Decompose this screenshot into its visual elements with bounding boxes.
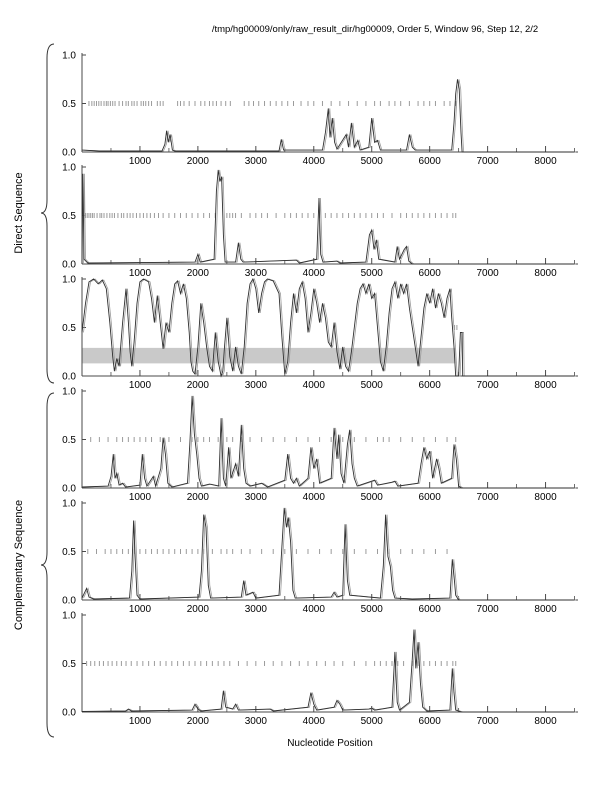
svg-text:1000: 1000 [128, 604, 152, 615]
svg-text:4000: 4000 [302, 604, 325, 615]
svg-text:1000: 1000 [128, 156, 152, 167]
svg-text:6000: 6000 [418, 492, 441, 503]
svg-text:5000: 5000 [360, 716, 383, 727]
svg-text:1.0: 1.0 [62, 163, 76, 174]
svg-text:5000: 5000 [360, 380, 383, 391]
svg-text:7000: 7000 [476, 492, 499, 503]
panel-direct-frame-2-plot [0, 163, 612, 279]
svg-text:8000: 8000 [534, 380, 557, 391]
panel-direct-frame-1 [0, 51, 612, 167]
svg-text:2000: 2000 [186, 492, 210, 503]
svg-text:6000: 6000 [418, 604, 441, 615]
svg-text:4000: 4000 [302, 268, 325, 279]
svg-text:3000: 3000 [244, 156, 267, 167]
svg-text:7000: 7000 [476, 380, 499, 391]
svg-text:0.0: 0.0 [62, 707, 76, 719]
svg-text:6000: 6000 [418, 380, 441, 391]
direct-sequence-label: Direct Sequence [13, 172, 25, 254]
svg-text:6000: 6000 [418, 156, 441, 167]
svg-text:0.5: 0.5 [62, 547, 76, 558]
svg-text:3000: 3000 [244, 492, 267, 503]
complementary-sequence-label: Complementary Sequence [13, 499, 25, 631]
svg-text:0.5: 0.5 [62, 659, 76, 670]
panel-complementary-frame-2-plot [0, 499, 612, 615]
panel-direct-frame-1-plot [0, 51, 612, 167]
svg-text:2000: 2000 [186, 156, 210, 167]
svg-text:1000: 1000 [128, 716, 152, 727]
svg-text:0.0: 0.0 [62, 483, 76, 495]
svg-text:8000: 8000 [534, 268, 557, 279]
svg-text:3000: 3000 [244, 604, 267, 615]
svg-text:0.0: 0.0 [62, 595, 76, 607]
plot-title: /tmp/hg00009/only/raw_result_dir/hg00009, Order 5, Window 96, Step 12, 2/2 [211, 24, 539, 35]
svg-text:7000: 7000 [476, 716, 499, 727]
svg-text:5000: 5000 [360, 156, 383, 167]
panel-complementary-frame-3-plot [0, 611, 612, 727]
svg-text:6000: 6000 [418, 716, 441, 727]
svg-text:1.0: 1.0 [62, 387, 76, 398]
svg-text:8000: 8000 [534, 156, 557, 167]
svg-text:1000: 1000 [128, 268, 152, 279]
svg-text:1000: 1000 [128, 380, 152, 391]
svg-text:1.0: 1.0 [62, 275, 76, 286]
svg-text:8000: 8000 [534, 604, 557, 615]
panel-complementary-frame-3 [0, 611, 612, 727]
svg-text:1000: 1000 [128, 492, 152, 503]
svg-text:8000: 8000 [534, 492, 557, 503]
svg-text:2000: 2000 [186, 716, 210, 727]
svg-text:0.5: 0.5 [62, 323, 76, 334]
svg-text:0.0: 0.0 [62, 259, 76, 271]
svg-text:0.5: 0.5 [62, 99, 76, 110]
svg-text:4000: 4000 [302, 492, 325, 503]
svg-text:8000: 8000 [534, 716, 557, 727]
svg-text:4000: 4000 [302, 716, 325, 727]
svg-text:2000: 2000 [186, 604, 210, 615]
svg-text:5000: 5000 [360, 492, 383, 503]
panel-direct-frame-3 [0, 275, 612, 391]
svg-text:0.5: 0.5 [62, 211, 76, 222]
svg-text:7000: 7000 [476, 268, 499, 279]
svg-text:3000: 3000 [244, 380, 267, 391]
svg-text:1.0: 1.0 [62, 499, 76, 510]
svg-text:5000: 5000 [360, 604, 383, 615]
svg-text:1.0: 1.0 [62, 611, 76, 622]
svg-text:3000: 3000 [244, 716, 267, 727]
svg-text:3000: 3000 [244, 268, 267, 279]
panel-complementary-frame-2 [0, 499, 612, 615]
svg-text:4000: 4000 [302, 380, 325, 391]
svg-text:0.0: 0.0 [62, 147, 76, 159]
svg-text:2000: 2000 [186, 268, 210, 279]
svg-text:4000: 4000 [302, 156, 325, 167]
svg-text:7000: 7000 [476, 156, 499, 167]
panel-direct-frame-2 [0, 163, 612, 279]
svg-text:0.5: 0.5 [62, 435, 76, 446]
panel-complementary-frame-1-plot [0, 387, 612, 503]
svg-text:2000: 2000 [186, 380, 210, 391]
panel-complementary-frame-1 [0, 387, 612, 503]
svg-text:1.0: 1.0 [62, 51, 76, 62]
svg-text:7000: 7000 [476, 604, 499, 615]
svg-text:6000: 6000 [418, 268, 441, 279]
svg-text:5000: 5000 [360, 268, 383, 279]
svg-text:0.0: 0.0 [62, 371, 76, 383]
panel-direct-frame-3-plot [0, 275, 612, 391]
x-axis-label: Nucleotide Position [287, 738, 373, 749]
